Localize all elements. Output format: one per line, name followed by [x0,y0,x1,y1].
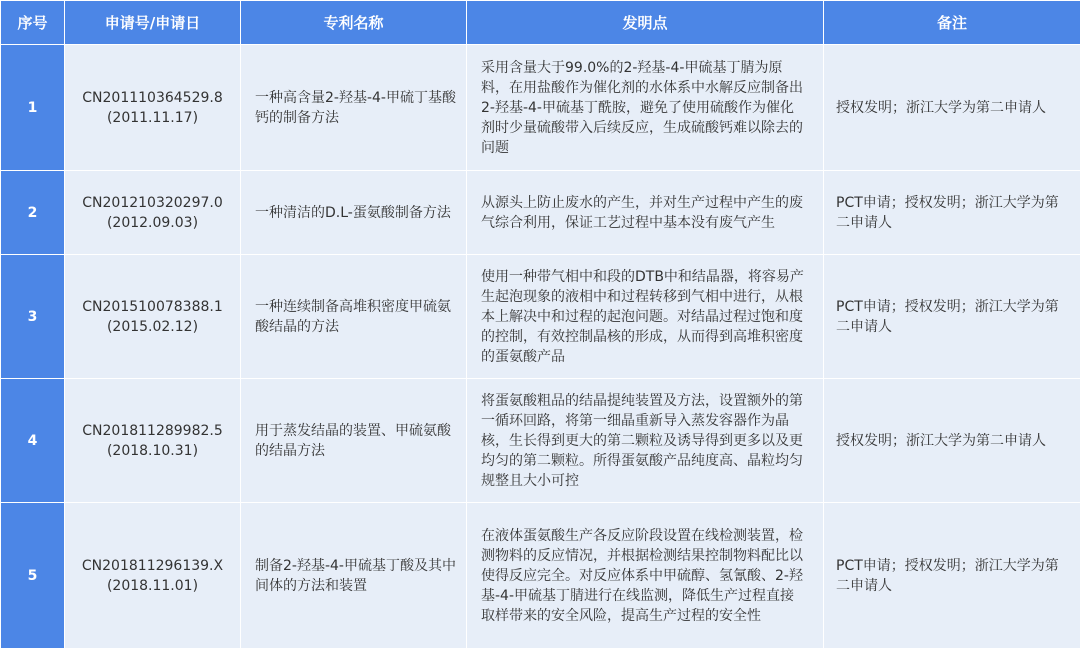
remark: PCT申请；授权发明；浙江大学为第二申请人 [824,255,1080,379]
table-row [1,45,1080,171]
application-number: CN201811296139.X [71,556,234,576]
patent-name: 一种清洁的D.L-蛋氨酸制备方法 [241,171,467,255]
application-cell [65,171,241,255]
remark: 授权发明；浙江大学为第二申请人 [824,45,1080,171]
header-note: 备注 [824,1,1080,45]
application-number: CN201811289982.5 [71,421,234,441]
remark: 授权发明；浙江大学为第二申请人 [824,379,1080,503]
table-row [1,379,1080,503]
row-index: 2 [1,171,65,255]
table-row [1,255,1080,379]
table-row [1,171,1080,255]
table-header [1,1,1080,45]
table-body [1,45,1080,649]
application-cell [65,379,241,503]
application-date: (2011.11.17) [71,108,234,128]
application-cell [65,503,241,649]
row-index: 3 [1,255,65,379]
header-point: 发明点 [467,1,824,45]
header-index: 序号 [1,1,65,45]
application-number: CN201510078388.1 [71,297,234,317]
application-number: CN201110364529.8 [71,88,234,108]
table-row [1,503,1080,649]
patent-name: 用于蒸发结晶的装置、甲硫氨酸的结晶方法 [241,379,467,503]
application-cell [65,255,241,379]
patent-name: 一种高含量2-羟基-4-甲硫丁基酸钙的制备方法 [241,45,467,171]
invention-point: 将蛋氨酸粗品的结晶提纯装置及方法，设置额外的第一循环回路，将第一细晶重新导入蒸发容器作为晶核，生长得到更大的第二颗粒及诱导得到更多以及更均匀的第二颗粒。所得蛋氨酸产品纯度高、晶粒均匀规整且大小可控 [467,379,824,503]
application-number: CN201210320297.0 [71,193,234,213]
row-index: 4 [1,379,65,503]
patent-name: 一种连续制备高堆积密度甲硫氨酸结晶的方法 [241,255,467,379]
application-cell [65,45,241,171]
remark: PCT申请；授权发明；浙江大学为第二申请人 [824,503,1080,649]
remark: PCT申请；授权发明；浙江大学为第二申请人 [824,171,1080,255]
invention-point: 采用含量大于99.0%的2-羟基-4-甲硫基丁腈为原料，在用盐酸作为催化剂的水体系中水解反应制备出2-羟基-4-甲硫基丁酰胺，避免了使用硫酸作为催化剂时少量硫酸带入后续反应，生成硫酸钙难以除去的问题 [467,45,824,171]
header-row [1,1,1080,45]
invention-point: 使用一种带气相中和段的DTB中和结晶器，将容易产生起泡现象的液相中和过程转移到气相中进行，从根本上解决中和过程的起泡问题。对结晶过程过饱和度的控制，有效控制晶核的形成，从而得到高堆积密度的蛋氨酸产品 [467,255,824,379]
application-date: (2015.02.12) [71,317,234,337]
invention-point: 从源头上防止废水的产生，并对生产过程中产生的废气综合利用，保证工艺过程中基本没有废气产生 [467,171,824,255]
application-date: (2018.11.01) [71,576,234,596]
row-index: 1 [1,45,65,171]
row-index: 5 [1,503,65,649]
patent-name: 制备2-羟基-4-甲硫基丁酸及其中间体的方法和装置 [241,503,467,649]
header-name: 专利名称 [241,1,467,45]
header-number: 申请号/申请日 [65,1,241,45]
invention-point: 在液体蛋氨酸生产各反应阶段设置在线检测装置，检测物料的反应情况，并根据检测结果控制物料配比以使得反应完全。对反应体系中甲硫醇、氢氰酸、2-羟基-4-甲硫基丁腈进行在线监测，降低生产过程直接取样带来的安全风险，提高生产过程的安全性 [467,503,824,649]
application-date: (2018.10.31) [71,441,234,461]
application-date: (2012.09.03) [71,213,234,233]
